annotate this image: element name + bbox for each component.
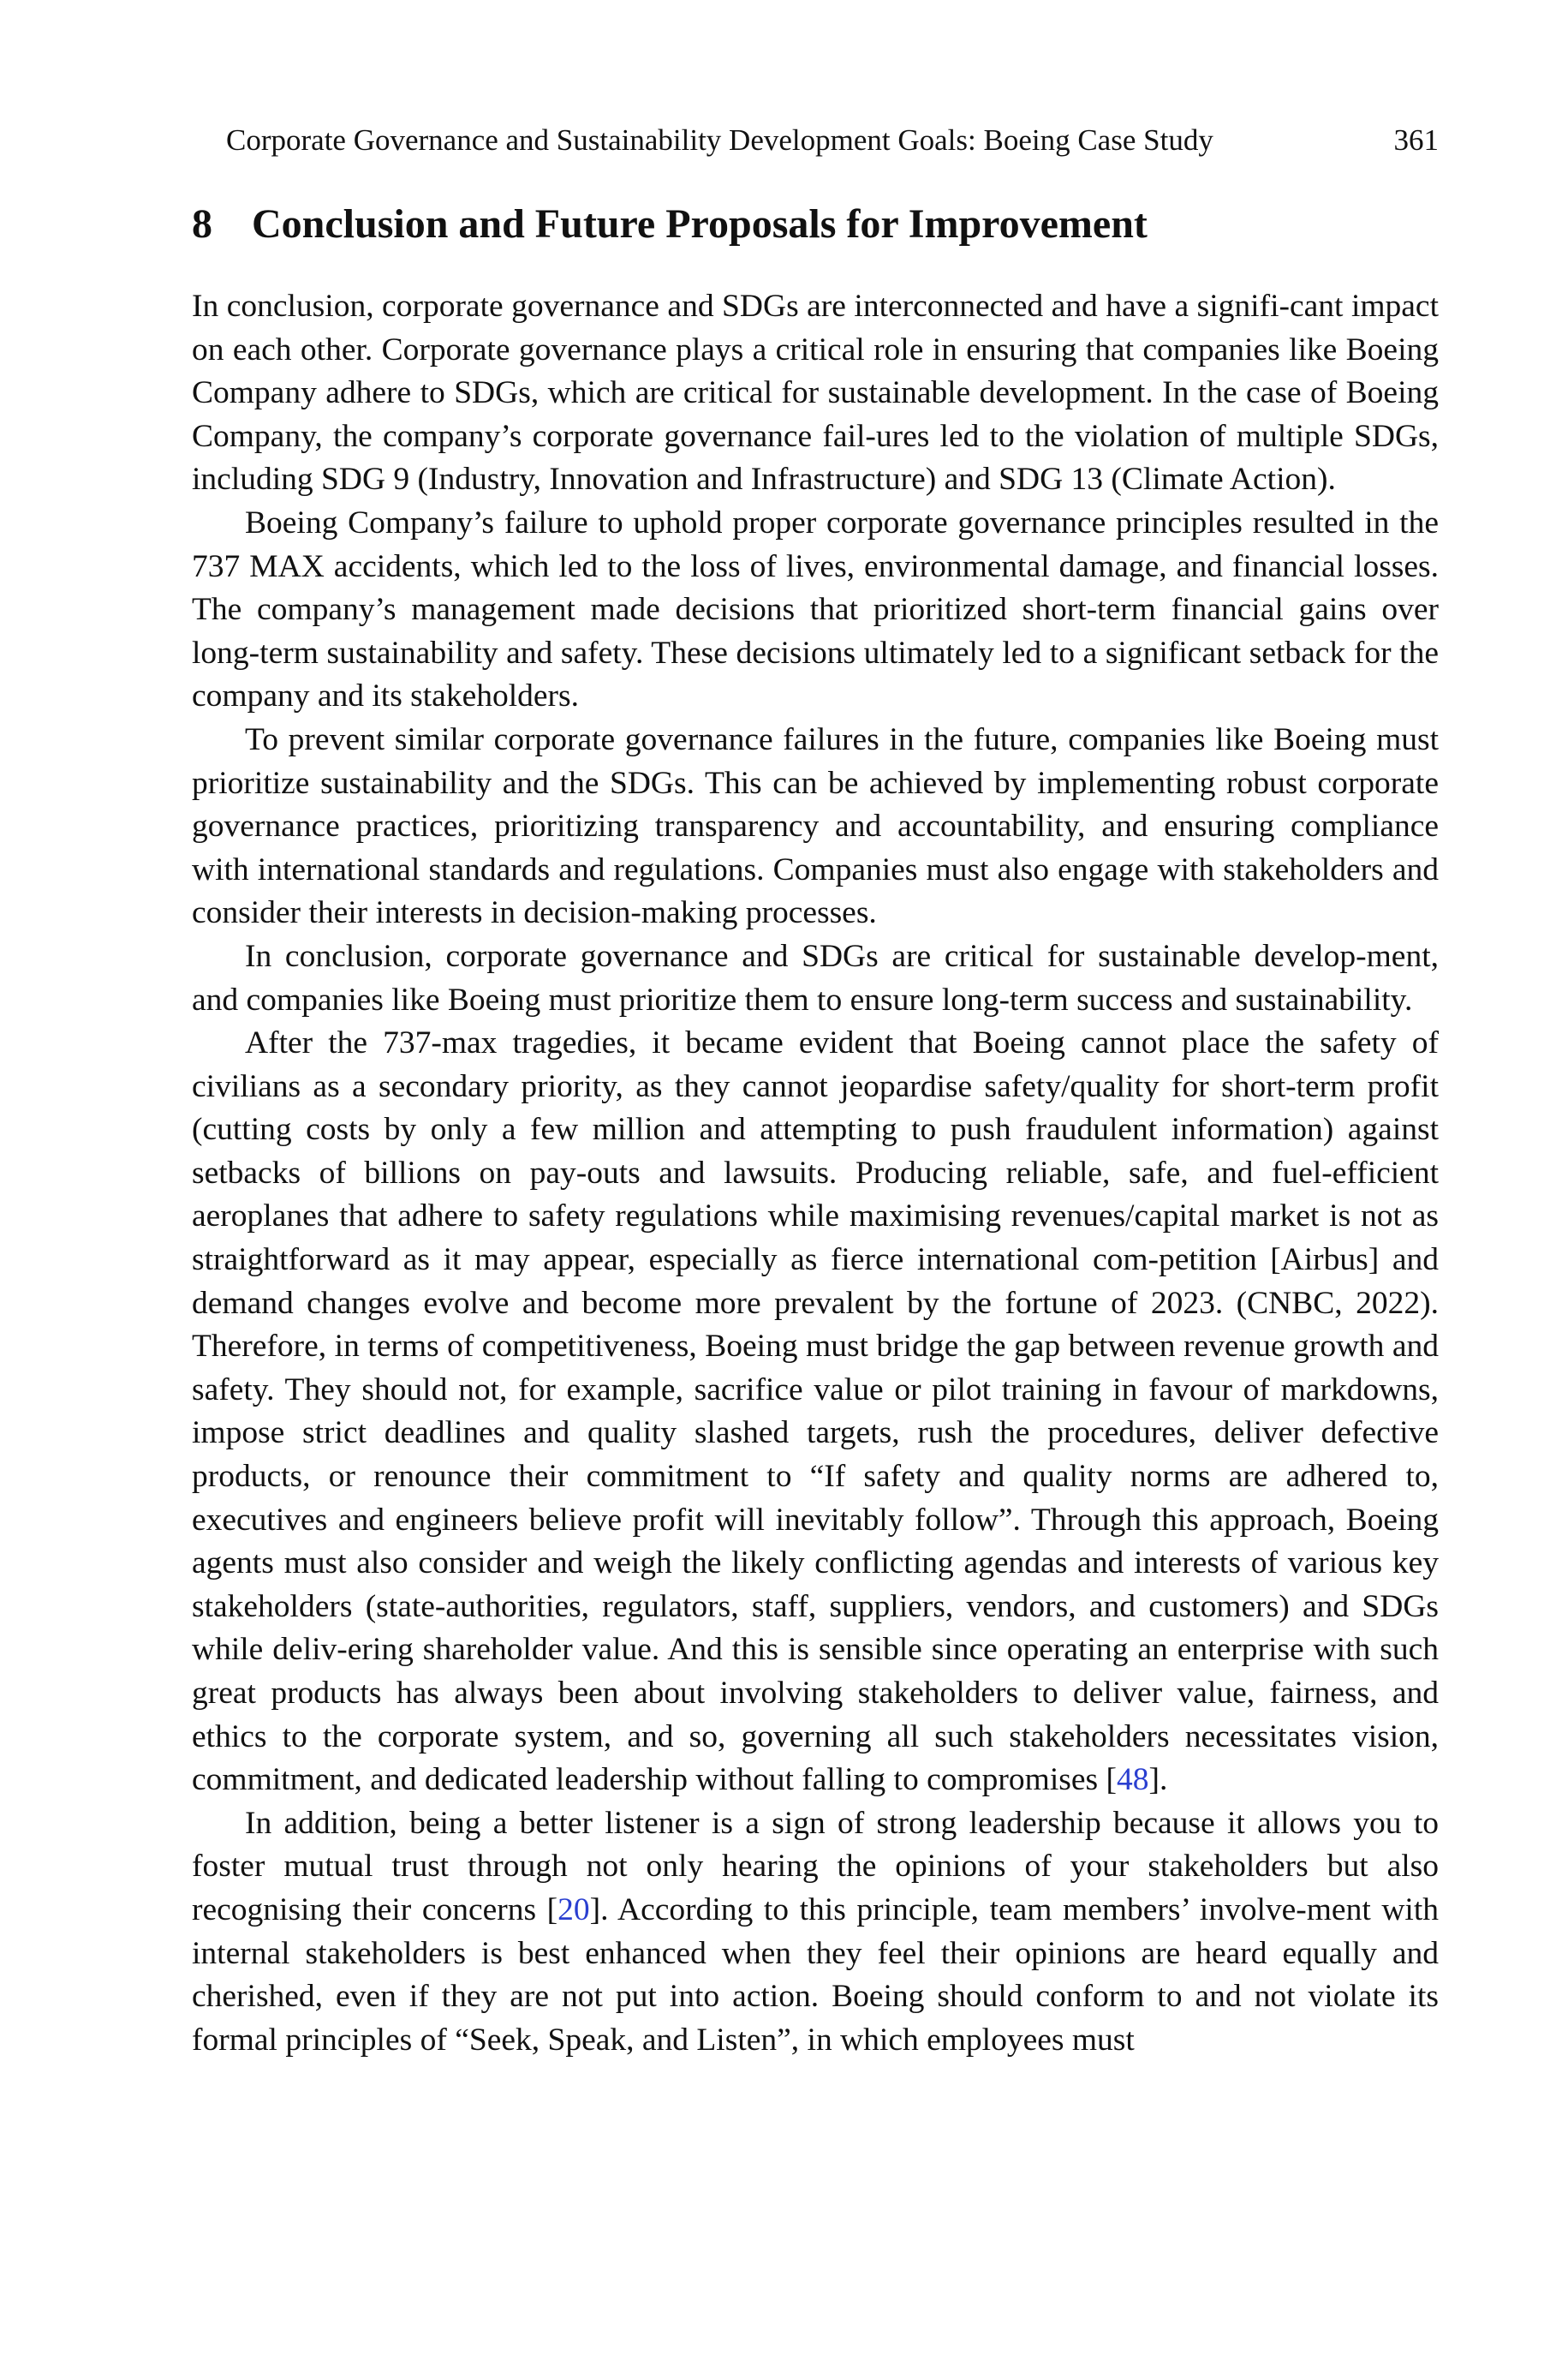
page-number: 361 [1393,123,1439,157]
citation-link-20[interactable]: 20 [557,1891,590,1927]
paragraph-5-tail: ]. [1148,1762,1168,1798]
paragraph-2: Boeing Company’s failure to uphold proper corporate governance principles resulted in the 737 MAX accidents, which led to the loss of lives, environmental damage, and financial losses. The company’s management made decisions that prioritized short-term financial gains over long-term sustainability and safety. These decisions ultimately led to a significant setback for the company and its stakeholders. [192,505,1439,714]
paragraph-6-text: In addition, being a better listener is a sign of strong leadership because it allows you to foster mutual trust through not only hearing the opinions of your stakeholders but also recognising their concerns [ [192,1805,1439,1927]
paragraph-5-text: After the 737-max tragedies, it became evident that Boeing cannot place the safety of civilians as a secondary priority, as they cannot jeopardise safety/quality for short-term profit (cutting costs by only a few million and attempting to push fraudulent information) against setbacks of billions on pay-outs and lawsuits. Producing reliable, safe, and fuel-efficient aeroplanes that adhere to safety regulations while maximising revenues/capital market is not as straightforward as it may appear, especially as fierce international com-petition [Airbus] and demand changes evolve and become more prevalent by the fortune of 2023. (CNBC, 2022). Therefore, in terms of competitiveness, Boeing must bridge the gap between revenue growth and safety. They should not, for example, sacrifice value or pilot training in favour of markdowns, impose strict deadlines and quality slashed targets, rush the procedures, deliver defective products, or renounce their commitment to “If safety and quality norms are adhered to, executives and engineers believe profit will inevitably follow”. Through this approach, Boeing agents must also consider and weigh the likely conflicting agendas and interests of various key stakeholders (state-authorities, regulators, staff, suppliers, vendors, and customers) and SDGs while deliv-ering shareholder value. And this is sensible since operating an enterprise with such great products has always been about involving stakeholders to deliver value, fairness, and ethics to the corporate system, and so, governing all such stakeholders necessitates vision, commitment, and dedicated leadership without falling to compromises [ [192,1025,1439,1798]
paragraph-4: In conclusion, corporate governance and SDGs are critical for sustainable develop-ment, and companies like Boeing must prioritize them to ensure long-term success and sustainability. [192,938,1439,1018]
paragraph-6-tail: ]. According to this principle, team members’ involve-ment with internal stakeholders is best enhanced when they feel their opinions are heard equally and cherished, even if they are not put into action. Boeing should conform to and not violate its formal principles of “Seek, Speak, and Listen”, in which employees must [192,1891,1439,2058]
paragraph-5 [192,1022,1439,1802]
section-number: 8 [192,201,212,247]
paragraph-3: To prevent similar corporate governance failures in the future, companies like Boeing must prioritize sustainability and the SDGs. This can be achieved by implementing robust corporate governance practices, prioritizing transparency and accountability, and ensuring compliance with international standards and regulations. Companies must also engage with stakeholders and consider their interests in decision-making processes. [192,721,1439,931]
paragraph-6 [192,1802,1439,2063]
paragraph-1: In conclusion, corporate governance and SDGs are interconnected and have a signifi-cant impact on each other. Corporate governance plays a critical role in ensuring that companies like Boeing Company adhere to SDGs, which are critical for sustainable development. In the case of Boeing Company, the company’s corporate governance fail-ures led to the violation of multiple SDGs, including SDG 9 (Industry, Innovation and Infrastructure) and SDG 13 (Climate Action). [192,289,1439,498]
citation-link-48[interactable]: 48 [1116,1762,1149,1798]
running-title: Corporate Governance and Sustainability Development Goals: Boeing Case Study [226,123,1213,157]
body-text [192,285,1439,2062]
section-heading [192,199,1148,250]
section-title: Conclusion and Future Proposals for Improvement [252,201,1148,247]
